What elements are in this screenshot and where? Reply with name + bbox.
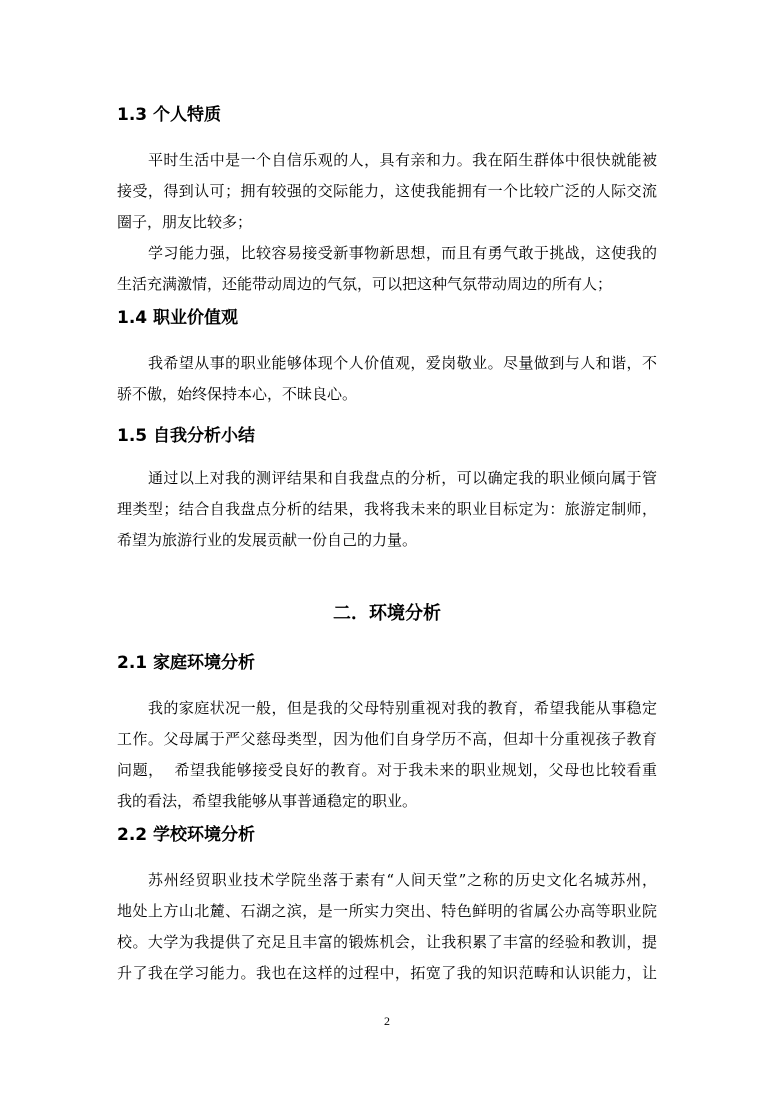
paragraph-line: 升了我在学习能力。我也在这样的过程中，拓宽了我的知识范畴和认识能力，让 <box>117 964 657 982</box>
paragraph-line: 学习能力强，比较容易接受新事物新思想，而且有勇气敢于挑战，这使我的 <box>148 244 657 262</box>
paragraph-line: 接受，得到认可；拥有较强的交际能力，这使我能拥有一个比较广泛的人际交流 <box>117 182 657 200</box>
section-heading-1-5: 1.5 自我分析小结 <box>117 426 256 446</box>
section-heading-2-1: 2.1 家庭环境分析 <box>117 653 256 673</box>
chapter-title: 二．环境分析 <box>333 603 441 624</box>
paragraph-line: 问题， 希望我能够接受良好的教育。对于我未来的职业规划，父母也比较看重 <box>117 761 657 779</box>
paragraph-line: 骄不傲，始终保持本心，不昧良心。 <box>117 385 358 403</box>
section-heading-2-2: 2.2 学校环境分析 <box>117 825 256 845</box>
paragraph-line: 圈子，朋友比较多； <box>117 213 253 231</box>
paragraph-line: 地处上方山北麓、石湖之滨，是一所实力突出、特色鲜明的省属公办高等职业院 <box>117 902 657 920</box>
paragraph-line: 苏州经贸职业技术学院坐落于素有“人间天堂”之称的历史文化名城苏州， <box>148 871 657 889</box>
paragraph-line: 通过以上对我的测评结果和自我盘点的分析，可以确定我的职业倾向属于管 <box>148 469 657 487</box>
section-heading-1-4: 1.4 职业价值观 <box>117 308 239 328</box>
paragraph-line: 生活充满激情，还能带动周边的气氛，可以把这种气氛带动周边的所有人； <box>117 275 613 293</box>
paragraph-line: 理类型；结合自我盘点分析的结果，我将我未来的职业目标定为：旅游定制师， <box>117 500 657 518</box>
paragraph-line: 希望为旅游行业的发展贡献一份自己的力量。 <box>117 531 418 549</box>
paragraph-line: 工作。父母属于严父慈母类型，因为他们自身学历不高，但却十分重视孩子教育 <box>117 730 657 748</box>
paragraph-line: 我的家庭状况一般，但是我的父母特别重视对我的教育，希望我能从事稳定 <box>148 699 657 717</box>
paragraph-line: 我的看法，希望我能够从事普通稳定的职业。 <box>117 792 418 810</box>
paragraph-line: 我希望从事的职业能够体现个人价值观，爱岗敬业。尽量做到与人和谐，不 <box>148 354 657 372</box>
page-number: 2 <box>384 1014 390 1028</box>
section-heading-1-3: 1.3 个人特质 <box>117 105 222 125</box>
paragraph-line: 平时生活中是一个自信乐观的人，具有亲和力。我在陌生群体中很快就能被 <box>148 151 657 169</box>
paragraph-line: 校。大学为我提供了充足且丰富的锻炼机会，让我积累了丰富的经验和教训，提 <box>117 933 657 951</box>
